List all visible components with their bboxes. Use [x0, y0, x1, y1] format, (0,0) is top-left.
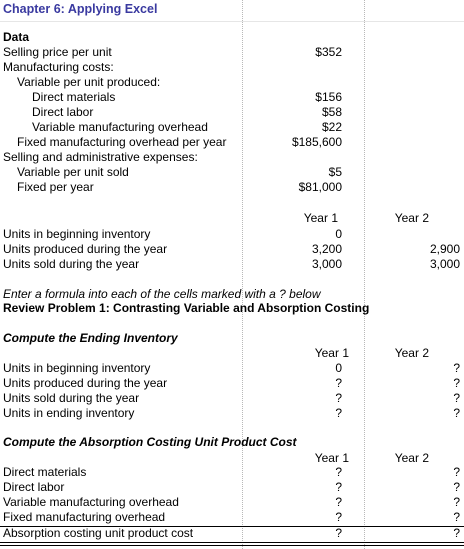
- units-produced-y2[interactable]: 2,900: [429, 242, 460, 256]
- fixed-overhead-row[interactable]: [0, 135, 464, 150]
- absorption-vmo-row[interactable]: [0, 495, 464, 510]
- ending-year1-header: Year 1: [314, 346, 349, 360]
- fixed-overhead-label: Fixed manufacturing overhead per year: [17, 135, 227, 149]
- title-row: [0, 2, 464, 17]
- units-sold-y1[interactable]: 3,000: [311, 257, 342, 271]
- ending-sold-y1[interactable]: ?: [335, 391, 342, 405]
- ending-beginning-row[interactable]: [0, 361, 464, 376]
- variable-sold-row[interactable]: [0, 165, 464, 180]
- ending-units-y2[interactable]: ?: [453, 406, 460, 420]
- absorption-dm-row[interactable]: [0, 465, 464, 480]
- absorption-fmo-y1[interactable]: ?: [335, 510, 342, 524]
- direct-labor-value[interactable]: $58: [321, 105, 342, 119]
- absorption-heading: Compute the Absorption Costing Unit Product Cost: [3, 435, 297, 449]
- direct-labor-row[interactable]: [0, 105, 464, 120]
- absorption-total-y1[interactable]: ?: [335, 526, 342, 540]
- direct-materials-value[interactable]: $156: [315, 90, 342, 104]
- sheet-title: Chapter 6: Applying Excel: [3, 2, 158, 16]
- data-heading-row: [0, 30, 464, 45]
- manufacturing-costs-label: Manufacturing costs:: [3, 60, 114, 74]
- variable-per-unit-label: Variable per unit produced:: [17, 75, 161, 89]
- fixed-overhead-value[interactable]: $185,600: [291, 135, 342, 149]
- units-beginning-label: Units in beginning inventory: [3, 227, 151, 241]
- absorption-heading-row: [0, 435, 464, 450]
- units-year2-header: Year 2: [394, 211, 429, 225]
- direct-labor-label: Direct labor: [32, 105, 94, 119]
- selling-price-row[interactable]: [0, 45, 464, 60]
- ending-sold-y2[interactable]: ?: [453, 391, 460, 405]
- variable-sold-value[interactable]: $5: [328, 165, 342, 179]
- selling-price-value[interactable]: $352: [315, 45, 342, 59]
- sga-label: Selling and administrative expenses:: [3, 150, 198, 164]
- ending-year-header-row: [0, 346, 464, 361]
- ending-produced-row[interactable]: [0, 376, 464, 391]
- formula-instruction: Enter a formula into each of the cells marked with a ? below: [3, 287, 321, 301]
- manufacturing-costs-row: [0, 60, 464, 75]
- ending-produced-label: Units produced during the year: [3, 376, 168, 390]
- sga-row: [0, 150, 464, 165]
- instruction-row: [0, 287, 464, 302]
- selling-price-label: Selling price per unit: [3, 45, 112, 59]
- total-bottom-rule: [0, 542, 464, 543]
- ending-heading-row: [0, 331, 464, 346]
- absorption-dl-y2[interactable]: ?: [453, 480, 460, 494]
- ending-beginning-y1[interactable]: 0: [335, 361, 342, 375]
- variable-overhead-row[interactable]: [0, 120, 464, 135]
- absorption-year1-header: Year 1: [314, 451, 349, 465]
- absorption-fmo-row[interactable]: [0, 510, 464, 525]
- units-sold-row[interactable]: [0, 257, 464, 272]
- ending-beginning-y2[interactable]: ?: [453, 361, 460, 375]
- title-underline: [0, 21, 464, 22]
- data-heading: Data: [3, 30, 30, 44]
- units-produced-y1[interactable]: 3,200: [311, 242, 342, 256]
- variable-sold-label: Variable per unit sold: [17, 165, 129, 179]
- direct-materials-row[interactable]: [0, 90, 464, 105]
- ending-units-label: Units in ending inventory: [3, 406, 135, 420]
- ending-produced-y1[interactable]: ?: [335, 376, 342, 390]
- absorption-vmo-label: Variable manufacturing overhead: [3, 495, 179, 509]
- absorption-vmo-y1[interactable]: ?: [335, 495, 342, 509]
- total-double-rule: [0, 545, 464, 546]
- units-produced-row[interactable]: [0, 242, 464, 257]
- absorption-dl-y1[interactable]: ?: [335, 480, 342, 494]
- fixed-per-year-row[interactable]: [0, 180, 464, 195]
- absorption-fmo-y2[interactable]: ?: [453, 510, 460, 524]
- fixed-per-year-value[interactable]: $81,000: [298, 180, 342, 194]
- units-year-header-row: [0, 211, 464, 226]
- ending-produced-y2[interactable]: ?: [453, 376, 460, 390]
- absorption-dm-label: Direct materials: [3, 465, 87, 479]
- absorption-dm-y1[interactable]: ?: [335, 465, 342, 479]
- absorption-dl-row[interactable]: [0, 480, 464, 495]
- variable-overhead-label: Variable manufacturing overhead: [32, 120, 208, 134]
- ending-year2-header: Year 2: [394, 346, 429, 360]
- absorption-dm-y2[interactable]: ?: [453, 465, 460, 479]
- units-beginning-row[interactable]: [0, 227, 464, 242]
- ending-sold-label: Units sold during the year: [3, 391, 140, 405]
- absorption-year2-header: Year 2: [394, 451, 429, 465]
- absorption-fmo-label: Fixed manufacturing overhead: [3, 510, 166, 524]
- units-sold-label: Units sold during the year: [3, 257, 140, 271]
- ending-units-y1[interactable]: ?: [335, 406, 342, 420]
- absorption-year-header-row: [0, 451, 464, 466]
- units-beginning-y1[interactable]: 0: [335, 227, 342, 241]
- review-problem-row: [0, 301, 464, 316]
- absorption-total-y2[interactable]: ?: [453, 526, 460, 540]
- ending-beginning-label: Units in beginning inventory: [3, 361, 151, 375]
- direct-materials-label: Direct materials: [32, 90, 116, 104]
- variable-overhead-value[interactable]: $22: [321, 120, 342, 134]
- variable-per-unit-row: [0, 75, 464, 90]
- units-produced-label: Units produced during the year: [3, 242, 168, 256]
- units-sold-y2[interactable]: 3,000: [429, 257, 460, 271]
- ending-sold-row[interactable]: [0, 391, 464, 406]
- absorption-vmo-y2[interactable]: ?: [453, 495, 460, 509]
- absorption-total-row[interactable]: [0, 526, 464, 541]
- ending-units-row[interactable]: [0, 406, 464, 421]
- ending-inventory-heading: Compute the Ending Inventory: [3, 331, 178, 345]
- units-year1-header: Year 1: [303, 211, 338, 225]
- review-problem-title: Review Problem 1: Contrasting Variable and Absorption Costing: [3, 301, 370, 315]
- fixed-per-year-label: Fixed per year: [17, 180, 94, 194]
- absorption-total-label: Absorption costing unit product cost: [3, 526, 194, 540]
- absorption-dl-label: Direct labor: [3, 480, 65, 494]
